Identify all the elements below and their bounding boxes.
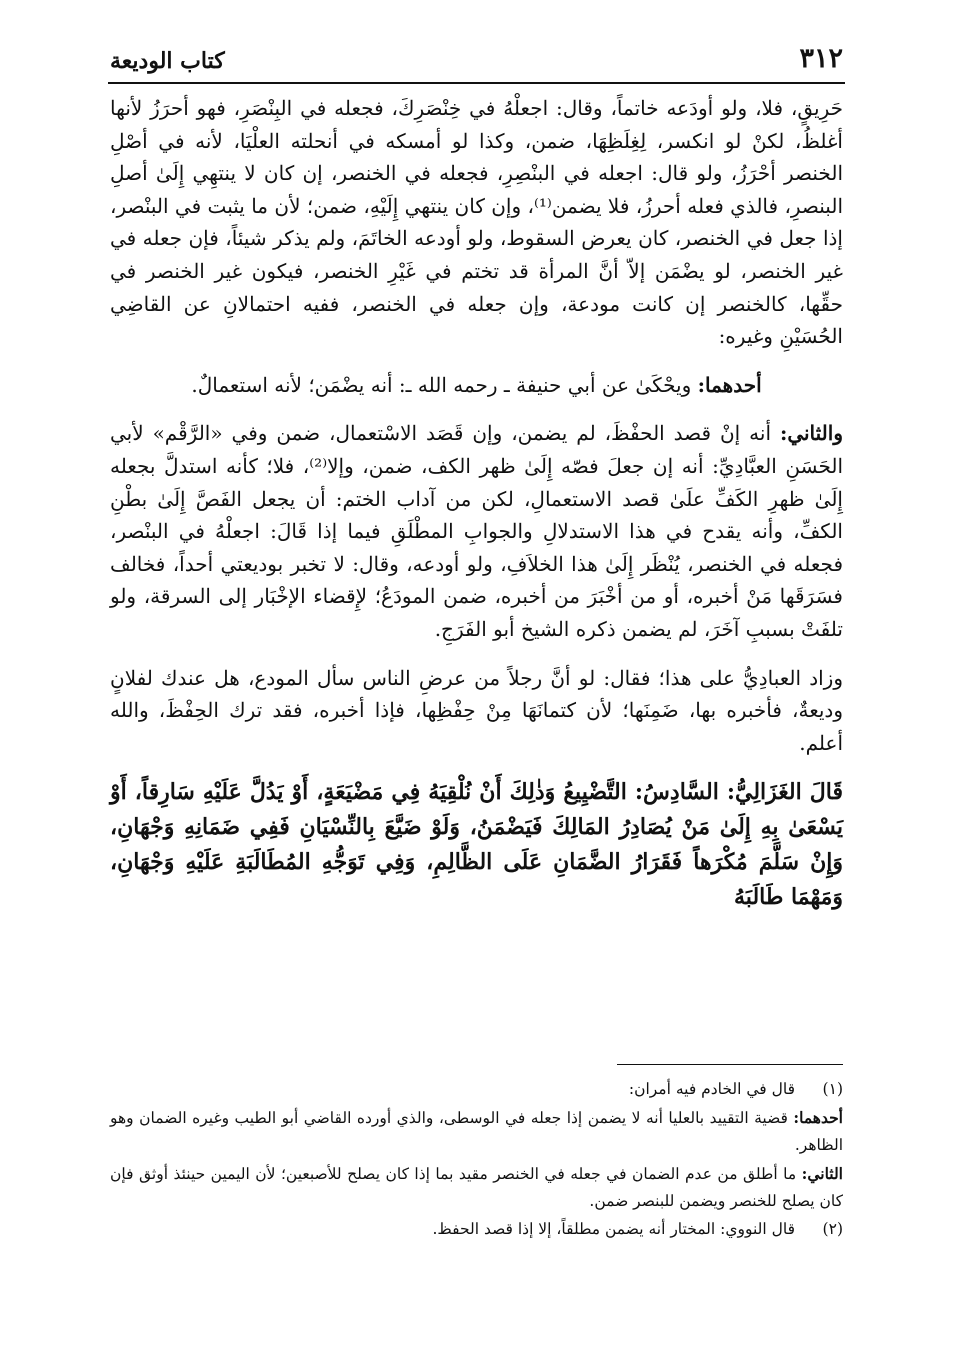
- footnote-number: (٢): [822, 1219, 843, 1238]
- quoted-matn-paragraph: [110, 775, 843, 915]
- paragraph-text: قَالَ الغَزَالِيُّ: السَّادِسُ: التَّضْيِيعُ وَذٰلِكَ أَنْ نُلْقِيَهُ فِي مَضْيَعَةٍ، أَوْ يَدُلَّ عَلَيْهِ سَارِقاً، أَوْ يَسْعَىٰ بِهِ إِلَىٰ مَنْ يُصَادِرُ المَالِكَ فَيَضْمَنُ، وَلَوْ ضَيَّعَ بِالنِّسْيَانِ فَفِي ضَمَانِهِ وَجْهَانِ، وَإِنْ سَلَّمَ مُكْرَهاً فَقَرَارُ الضَّمَانِ عَلَى الظَّالِمِ، وَفِي تَوَجُّهِ المُطَالَبَةِ عَلَيْهِ وَجْهَانِ، وَمَهْمَا طَالَبَهُ: [110, 779, 843, 911]
- page-number: ٣١٢: [799, 43, 843, 74]
- paragraph-text: ويحْكَىٰ عن أبي حنيفة ـ رحمه الله ـ: أنه يضْمَن؛ لأنه استعمالٌ.: [191, 372, 698, 397]
- footnote-item-lead: أحدهما:: [793, 1107, 843, 1127]
- paragraph-3: [110, 417, 843, 645]
- footnote-number: (١): [822, 1080, 843, 1098]
- paragraph-lead: أحدهما:: [697, 372, 762, 397]
- footnote-item-text: ما أطلق من عدم الضمان في جعله في الخنصر مقيد بما إذا كان يصلح للأصبعين؛ لأن اليمين حينئذ أوثق فإن كان يصلح للخنصر ويضمن للبنصر ضمن.: [110, 1164, 843, 1210]
- footnote-body: [110, 1076, 795, 1104]
- footnote-1-item-1: [110, 1104, 843, 1160]
- main-text: [110, 92, 843, 931]
- paragraph-text: وزاد العبادِيُّ على هذا؛ فقال: لو أنَّ رجلاً من عرضِ الناس سأل المودع، هل عندك لفلانٍ وديعةٌ، فأخبره بها، ضَمِنَها؛ لأن كتمانَهَا مِنْ حِفْظِها، فإذا أخبره، فقد ترك الحِفْظَ، والله أعلم.: [110, 665, 843, 755]
- footnote-1-item-2: [110, 1160, 843, 1216]
- book-title: كتاب الوديعة: [110, 48, 225, 74]
- footnote-1: [110, 1076, 843, 1104]
- header-divider: [108, 82, 845, 84]
- footnote-intro: قال في الخادم فيه أمران:: [628, 1080, 795, 1098]
- paragraph-1: [110, 92, 843, 353]
- footnote-2: [110, 1216, 843, 1244]
- footnote-divider: [617, 1064, 843, 1065]
- paragraph-text: أنه إنْ قصد الحفْظَ، لم يضمن، وإن قَصَد الاسْتعمال، ضمن وفي «الرَّقْم» لأبي الحَسَنِ العبَّادِيِّ: أنه إن جعلَ فصّه إِلَىٰ ظهر الكف، ضمن، وإلا⁽²⁾، فلا؛ كأنه استدلَّ بجعله إِلَىٰ ظهرِ الكَفِّ علَىٰ قصد الاستعمالِ، لكن من آداب الختم: أن يجعل الفَصَّ إِلَىٰ بطْنِ الكفِّ، وأنه يقدح في هذا الاستدلالِ والجوابِ المطْلَقِ فيما إذا قَالَ: اجعلْهُ في البنْصر، فجعله في الخنصر، يُنْظَر إِلَىٰ هذا الخلاَفِ، ولو أودعه، وقال: لا تخبر بوديعتي أحداً، فخالف فسَرَقَها مَنْ أخبره، أو من أخْبَرَ من أخبره، ضمن المودَعُ؛ لإِقضاء الإخْبَار إلى السرقة، ولو تلفَتْ بسببِ آخَرَ، لم يضمن ذكره الشيخ أبو الفَرَجِ.: [110, 421, 844, 641]
- paragraph-text: حَرِيقٍ، فلا، ولو أودَعه خاتماً، وقال: اجعلْهُ في خِنْصَرِكَ، فجعله في البِنْصَرِ، فهو أحرَزُ لأنها أغلظُ، لكنْ لو انكسر، لِغِلَظِهَا، ضمن، وكذا لو أمسكه في أنحلته العلْيَا، لأنه في أصْلِ الخنصر أحْرَزُ، ولو قال: اجعله في البنْصِرِ، فجعله في الخنصر، إن كان لا ينتهِي إِلَىٰ أصلِ البنصرِ، فالذي فعله أحرزُ، فلا يضمن⁽¹⁾، وإن كان ينتهي إِلَيْهِ، ضمن؛ لأن ما يثبت في البنْصر، إذا جعل في الخنصر، كان يعرض السقوط، ولو أودعه الخاتَمَ، ولم يذكر شيئاً، فإن جعله في غير الخنصر، لو يضْمَن إلاّ أنَّ المرأة قد تختم في غَيْرِ الخنصر، فيكون غير الخنصر في حقِّها، كالخنصر إن كانت مودعة، وإن جعله في الخنصر، ففيه احتمالانِ عن القاضِي الحُسَيْنِ وغيره:: [110, 96, 843, 349]
- paragraph-4: [110, 662, 843, 760]
- paragraph-lead: والثاني:: [779, 421, 843, 446]
- paragraph-2: [110, 369, 843, 402]
- page-header: [110, 30, 843, 74]
- footnote-item-lead: الثاني:: [801, 1163, 843, 1183]
- footnote-body: [110, 1216, 795, 1244]
- footnote-intro: قال النووي: المختار أنه يضمن مطلقاً، إلا إذا قصد الحفظ.: [432, 1219, 795, 1238]
- footnote-item-text: قضية التقييد بالعليا أنه لا يضمن إذا جعله في الوسطى، والذي أورده القاضي أبو الطيب وغيره الضمان وهو الظاهر.: [110, 1108, 843, 1154]
- footnotes: [110, 1076, 843, 1243]
